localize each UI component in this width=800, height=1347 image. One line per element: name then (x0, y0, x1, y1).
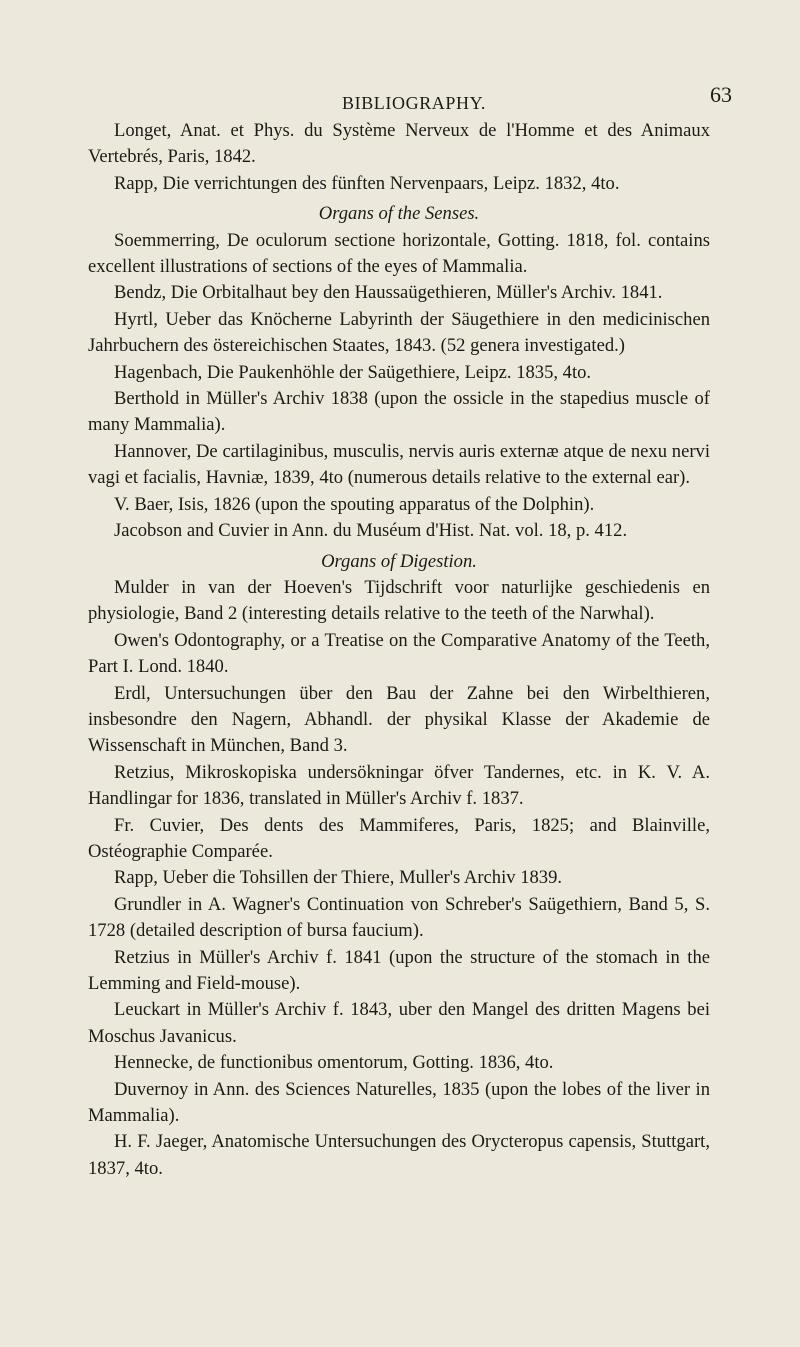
bibliography-entry: Jacobson and Cuvier in Ann. du Muséum d'Hist. Nat. vol. 18, p. 412. (114, 520, 628, 542)
bibliography-entry: Retzius, Mikroskopiska undersökningar öfver Tandernes, etc. in K. V. A. Handlingar for 1836, translated in Müller's Archiv f. 1837. (88, 761, 710, 810)
bibliography-entry: Rapp, Ueber die Tohsillen der Thiere, Muller's Archiv 1839. (114, 867, 563, 889)
bibliography-entry: Erdl, Untersuchungen über den Bau der Zahne bei den Wirbelthieren, insbesondre den Nagern, Abhandl. der physikal Klasse der Akademie de Wissenschaft in München, Band 3. (88, 682, 710, 757)
bibliography-entry: Mulder in van der Hoeven's Tijdschrift voor naturlijke geschiedenis en physiologie, Band 2 (interesting details relative to the teeth of the Narwhal). (88, 576, 710, 625)
page-header (88, 0, 732, 118)
bibliography-entry: Hyrtl, Ueber das Knöcherne Labyrinth der Säugethiere in den medicinischen Jahrbuchern des östereichischen Staates, 1843. (52 genera investigated.) (88, 308, 710, 357)
bibliography-entry: Berthold in Müller's Archiv 1838 (upon the ossicle in the stapedius muscle of many Mammalia). (88, 388, 710, 436)
page-number: 63 (710, 82, 732, 107)
bibliography-entry: Fr. Cuvier, Des dents des Mammiferes, Paris, 1825; and Blainville, Ostéographie Comparée. (88, 814, 710, 862)
bibliography-entry: Hagenbach, Die Paukenhöhle der Saügethiere, Leipz. 1835, 4to. (114, 361, 592, 383)
bibliography-entry: Bendz, Die Orbitalhaut bey den Haussaügethieren, Müller's Archiv. 1841. (114, 282, 663, 304)
bibliography-entry: Longet, Anat. et Phys. du Système Nerveux de l'Homme et des Animaux Vertebrés, Paris, 1842. (88, 120, 710, 168)
bibliography-entry: Soemmerring, De oculorum sectione horizontale, Gotting. 1818, fol. contains excellent illustrations of sections of the eyes of Mammalia. (88, 229, 710, 278)
bibliography-entry: H. F. Jaeger, Anatomische Untersuchungen des Orycteropus capensis, Stuttgart, 1837, 4to. (88, 1131, 710, 1179)
bibliography-entry: Hennecke, de functionibus omentorum, Gotting. 1836, 4to. (114, 1052, 554, 1074)
running-head: BIBLIOGRAPHY. (342, 93, 486, 113)
section-heading-digestion: Organs of Digestion. (321, 550, 477, 572)
page-body (88, 118, 710, 1182)
bibliography-entry: Duvernoy in Ann. des Sciences Naturelles, 1835 (upon the lobes of the liver in Mammalia). (88, 1078, 710, 1127)
section-heading-senses: Organs of the Senses. (318, 203, 480, 225)
bibliography-entry: Retzius in Müller's Archiv f. 1841 (upon the structure of the stomach in the Lemming and Field-mouse). (88, 946, 710, 994)
bibliography-entry: Owen's Odontography, or a Treatise on the Comparative Anatomy of the Teeth, Part I. Lond. 1840. (88, 629, 710, 678)
bibliography-entry: Leuckart in Müller's Archiv f. 1843, uber den Mangel des dritten Magens bei Moschus Javanicus. (88, 999, 710, 1047)
bibliography-entry: Rapp, Die verrichtungen des fünften Nervenpaars, Leipz. 1832, 4to. (114, 172, 620, 194)
bibliography-entry: Grundler in A. Wagner's Continuation von Schreber's Saügethiern, Band 5, S. 1728 (detailed description of bursa faucium). (88, 893, 710, 942)
bibliography-entry: Hannover, De cartilaginibus, musculis, nervis auris externæ atque de nexu nervi vagi et facialis, Havniæ, 1839, 4to (numerous details relative to the external ear). (88, 440, 710, 489)
bibliography-entry: V. Baer, Isis, 1826 (upon the spouting apparatus of the Dolphin). (114, 493, 595, 515)
